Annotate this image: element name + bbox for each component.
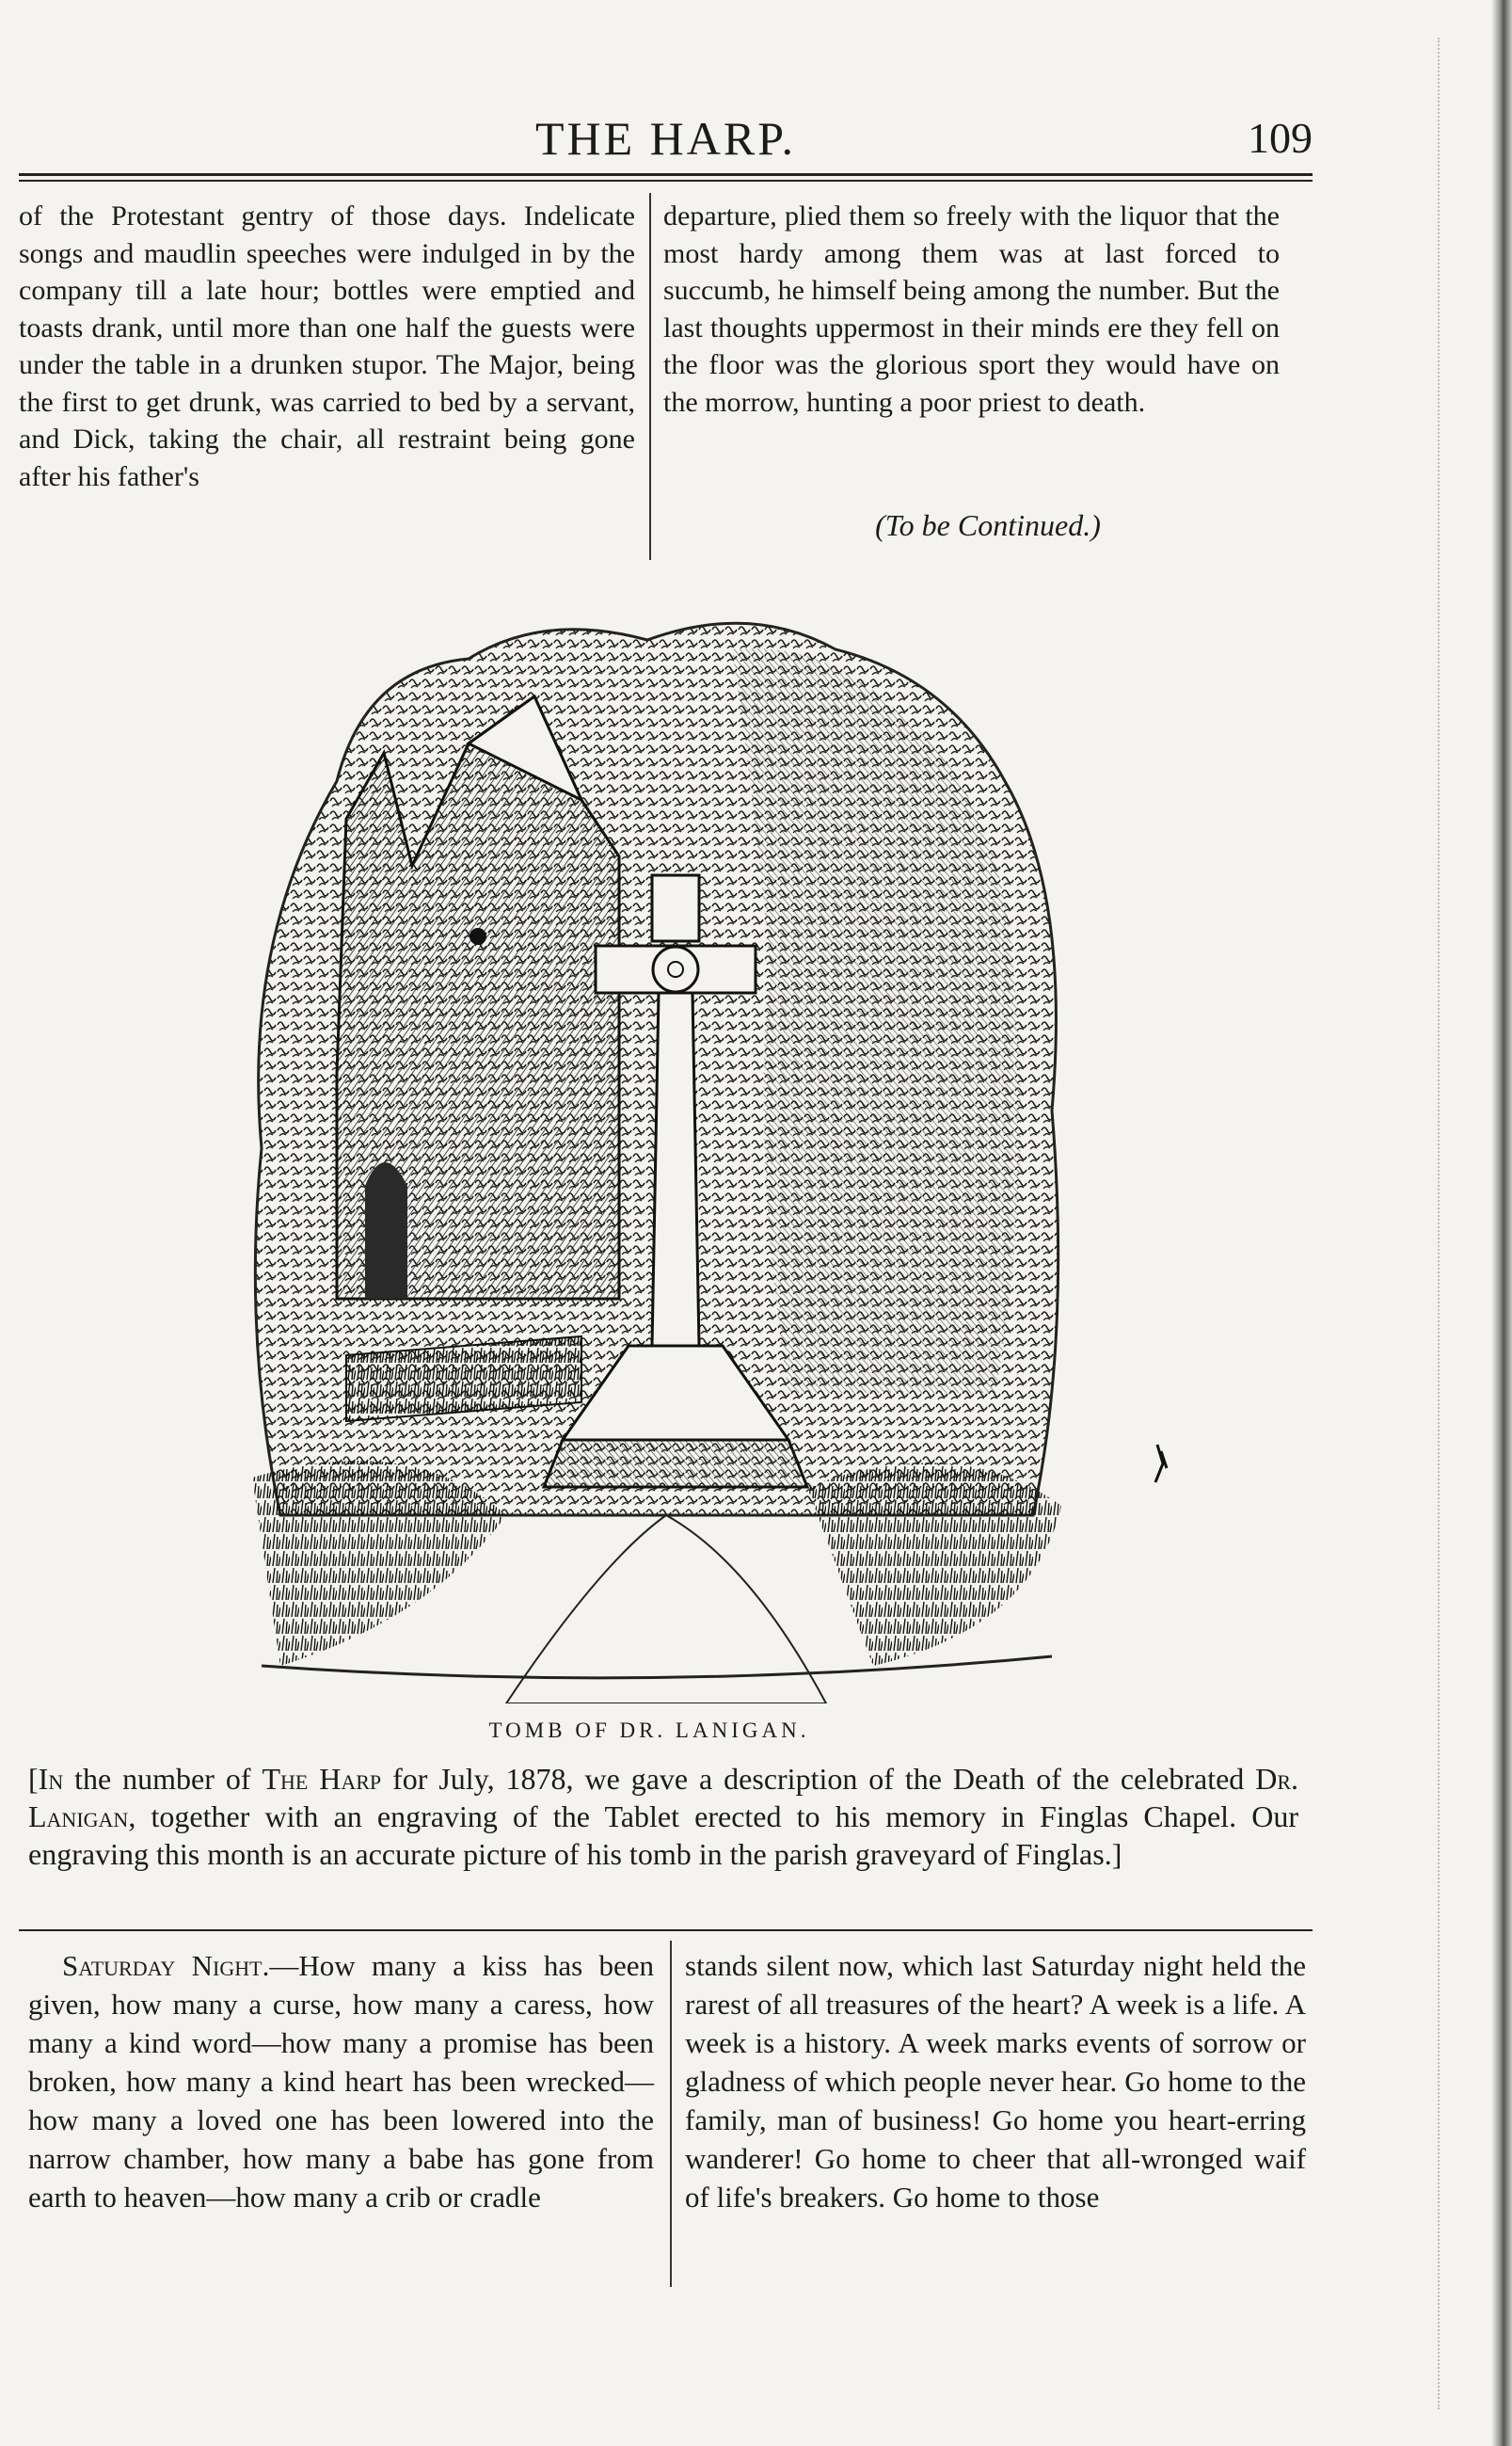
article-bottom-right-column: stands silent now, which last Saturday night held the rarest of all treasures of the heart? A week is a life. A week is a history. A week marks events of sorrow or gladness of which people never hear. Go home to the family, man of business! Go home you heart-erring wanderer! Go home to cheer that all-wronged waif of life's breakers. Go home to those <box>685 1949 1306 2214</box>
column-divider-top <box>649 193 651 560</box>
header-rule-bottom <box>19 180 1313 182</box>
editorial-note <box>28 1760 1298 1873</box>
article-bottom-left-column <box>28 1946 654 2216</box>
scanned-page-edge <box>1491 0 1512 2446</box>
illustration-caption: TOMB OF DR. LANIGAN. <box>488 1719 810 1742</box>
to-be-continued-note: (To be Continued.) <box>875 508 1101 542</box>
note-text-b: for July, 1878, we gave a description of the Death of the celebrated <box>381 1762 1256 1796</box>
page-number: 109 <box>1248 114 1313 162</box>
page-fold-line <box>1438 38 1440 2409</box>
column-divider-bottom <box>670 1941 672 2287</box>
article-top-right-column: departure, plied them so freely with the liquor that the most hardy among them was at last forced to succumb, he himself being among the number. But the last thoughts uppermost in their minds ere they fell on the floor was the glorious sport they would have on the morrow, hunting a poor priest to death. <box>663 200 1280 418</box>
note-lead: In <box>38 1762 64 1796</box>
article-heading: Saturday Night. <box>62 1949 270 1982</box>
ink-speck <box>1148 1440 1176 1487</box>
page-title: THE HARP. <box>534 112 797 165</box>
note-person: Dr. Lanigan <box>28 1762 1299 1833</box>
note-text-a: the number of <box>63 1762 263 1796</box>
note-text-c: , together with an engraving of the Tablet erected to his memory in Finglas Chapel. Our engraving this month is an accurate picture of his tomb in the parish graveyard of Finglas.] <box>28 1799 1298 1871</box>
section-rule <box>19 1929 1313 1931</box>
header-rule-top <box>19 173 1313 176</box>
note-publication: The Harp <box>262 1762 382 1796</box>
ruined-chapel <box>337 696 619 1299</box>
note-open-bracket: [ <box>28 1762 39 1796</box>
article-bottom-left-text: —How many a kiss has been given, how many a curse, how many a caress, how many a kind word—how many a promise has been broken, how many a kind heart has been wrecked—how many a loved one has been lowered into the narrow chamber, how many a babe has gone from earth to heaven—how many a crib or cradle <box>28 1949 654 2214</box>
page-header <box>19 111 1313 168</box>
article-top-left-column: of the Protestant gentry of those days. Indelicate songs and maudlin speeches were indulged in by the company till a late hour; bottles were emptied and toasts drank, until more than one half the guests were under the table in a drunken stupor. The Major, being the first to get drunk, was carried to bed by a servant, and Dick, taking the chair, all restraint being gone after his father's <box>19 200 635 492</box>
tomb-engraving <box>224 584 1090 1703</box>
